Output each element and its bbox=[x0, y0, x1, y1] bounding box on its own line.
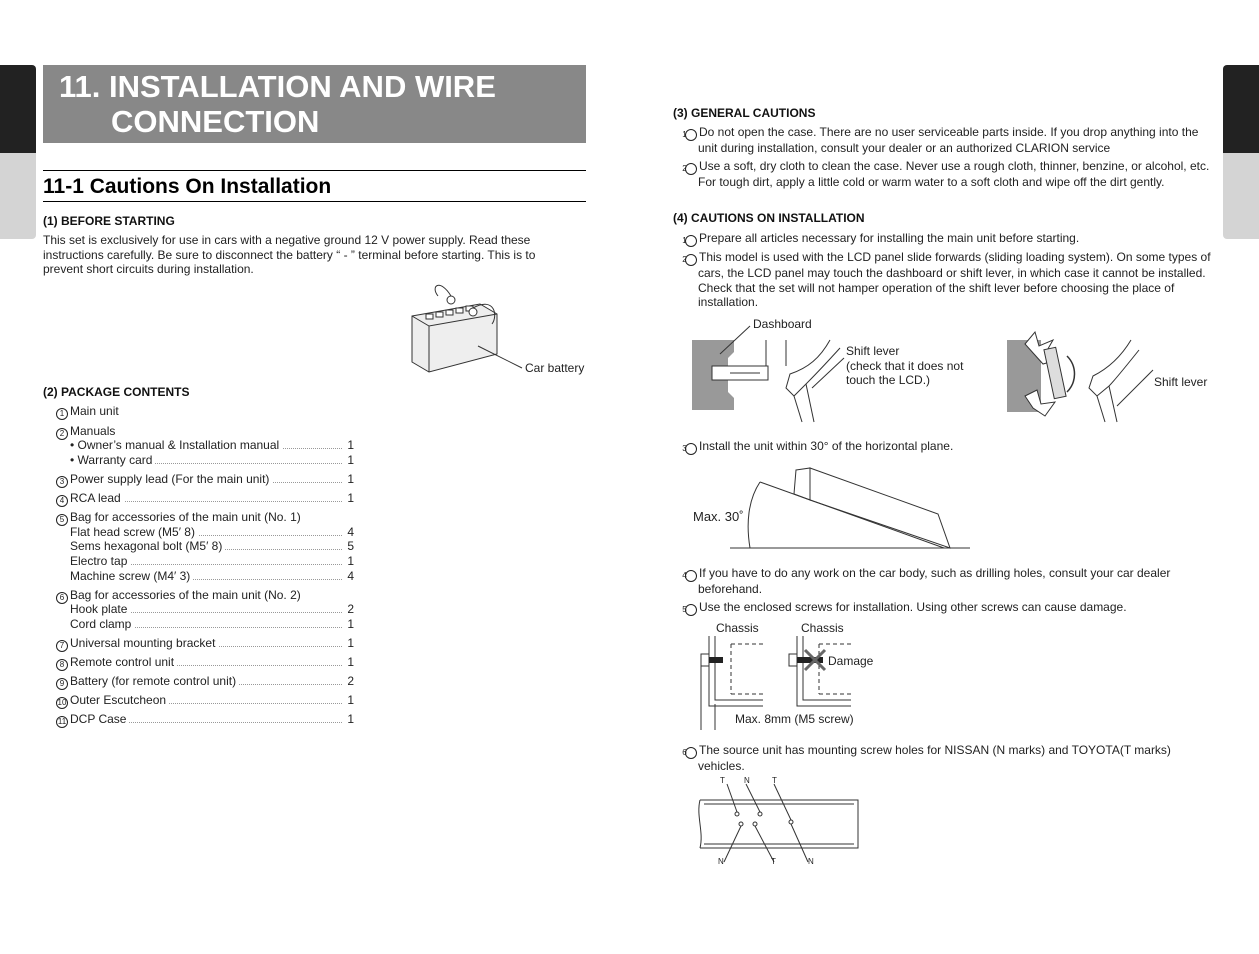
item-label: Manuals bbox=[70, 424, 116, 438]
item-label: DCP Case bbox=[70, 712, 127, 726]
item-count: 4 bbox=[347, 525, 354, 539]
item-count: 2 bbox=[347, 602, 354, 616]
package-item bbox=[56, 674, 354, 689]
item-label: Remote control unit bbox=[70, 655, 175, 669]
item-number: 3 bbox=[56, 476, 68, 488]
side-tab-light-right bbox=[1223, 153, 1259, 239]
item-label: Cord clamp bbox=[70, 617, 132, 631]
damage-label: Damage bbox=[828, 654, 874, 668]
install-caution-2: 2 This model is used with the LCD panel slide forwards (sliding loading system). On some types of cars, the LCD panel may touch the dashboard or shift lever, in which case it cannot be installed. Check that the set will not hamper operation of the shift lever before choosing the place of installation. bbox=[682, 250, 1211, 309]
max-8mm-label: Max. 8mm (M5 screw) bbox=[735, 712, 854, 726]
install-caution-5: 5 Use the enclosed screws for installation. Using other screws can cause damage. bbox=[682, 600, 1127, 614]
package-item bbox=[56, 617, 354, 632]
item-count: 1 bbox=[347, 617, 354, 631]
chapter-title-line1: 11. INSTALLATION AND WIRE bbox=[59, 69, 496, 104]
side-tab-light-left bbox=[0, 153, 36, 239]
lcd-collision-figure bbox=[1005, 326, 1155, 426]
item-label: • Owner’s manual & Installation manual bbox=[70, 438, 280, 452]
package-item bbox=[56, 588, 354, 603]
section-title: 11-1 Cautions On Installation bbox=[43, 170, 586, 202]
install-caution-1: 1 Prepare all articles necessary for installing the main unit before starting. bbox=[682, 231, 1080, 245]
t-mark-3: T bbox=[771, 857, 776, 866]
package-item bbox=[56, 525, 354, 540]
item-label: Battery (for remote control unit) bbox=[70, 674, 237, 688]
item-label: Machine screw (M4′ 3) bbox=[70, 569, 191, 583]
item-count: 1 bbox=[347, 693, 354, 707]
item-count: 1 bbox=[347, 453, 354, 467]
item-count: 5 bbox=[347, 539, 354, 553]
package-item bbox=[56, 602, 354, 617]
screw-holes-figure bbox=[694, 776, 864, 870]
before-starting-text: This set is exclusively for use in cars with a negative ground 12 V power supply. Read these instructions carefully. Be sure to disconnect the battery “ - ” terminal before starting. This is to prevent short circuits during installation. bbox=[43, 233, 536, 276]
car-battery-figure bbox=[400, 276, 535, 386]
item-label: Outer Escutcheon bbox=[70, 693, 167, 707]
package-item bbox=[56, 693, 354, 708]
n-mark-2: N bbox=[718, 857, 724, 866]
package-item bbox=[56, 554, 354, 569]
item-label: RCA lead bbox=[70, 491, 121, 505]
general-cautions-heading: (3) GENERAL CAUTIONS bbox=[673, 106, 816, 120]
dashboard-label: Dashboard bbox=[753, 317, 812, 331]
item-label: Power supply lead (For the main unit) bbox=[70, 472, 270, 486]
install-cautions-heading: (4) CAUTIONS ON INSTALLATION bbox=[673, 211, 865, 225]
package-item bbox=[56, 655, 354, 670]
general-caution-1: 1 Do not open the case. There are no user serviceable parts inside. If you drop anything into the unit during installation, consult your dealer or an authorized CLARION service bbox=[682, 125, 1199, 155]
item-number: 10 bbox=[57, 698, 67, 707]
item-label: Universal mounting bracket bbox=[70, 636, 216, 650]
shift-lever-ok-label: Shift lever bbox=[846, 344, 900, 358]
install-caution-4: 4 If you have to do any work on the car body, such as drilling holes, consult your car dealer beforehand. bbox=[682, 566, 1171, 596]
item-label: Flat head screw (M5′ 8) bbox=[70, 525, 195, 539]
item-count: 1 bbox=[347, 712, 354, 726]
item-number: 2 bbox=[56, 428, 68, 440]
item-number: 7 bbox=[56, 640, 68, 652]
chapter-title-line2: CONNECTION bbox=[111, 104, 320, 139]
item-number: 6 bbox=[56, 592, 68, 604]
package-item bbox=[56, 636, 354, 651]
chassis-label-right: Chassis bbox=[801, 621, 844, 635]
item-number: 4 bbox=[56, 495, 68, 507]
item-number: 8 bbox=[56, 659, 68, 671]
side-tab-dark-left bbox=[0, 65, 36, 153]
t-mark-1: T bbox=[720, 776, 725, 785]
shift-lever-label: Shift lever bbox=[1154, 375, 1208, 389]
item-label: Main unit bbox=[70, 404, 119, 418]
item-label: Electro tap bbox=[70, 554, 128, 568]
before-starting-heading: (1) BEFORE STARTING bbox=[43, 214, 175, 228]
package-heading: (2) PACKAGE CONTENTS bbox=[43, 385, 190, 399]
item-count: 1 bbox=[347, 554, 354, 568]
package-item bbox=[56, 453, 354, 468]
n-mark-1: N bbox=[744, 776, 750, 785]
install-caution-6: 6 The source unit has mounting screw holes for NISSAN (N marks) and TOYOTA(T marks) vehicles. bbox=[682, 743, 1171, 773]
item-count: 4 bbox=[347, 569, 354, 583]
t-mark-2: T bbox=[772, 776, 777, 785]
item-number: 11 bbox=[57, 717, 67, 726]
n-mark-3: N bbox=[808, 857, 814, 866]
item-number: 1 bbox=[56, 408, 68, 420]
car-battery-label: Car battery bbox=[525, 361, 585, 375]
package-item bbox=[56, 438, 354, 453]
item-label: • Warranty card bbox=[70, 453, 153, 467]
general-caution-2: 2 Use a soft, dry cloth to clean the case. Never use a rough cloth, thinner, benzine, or alcohol, etc. For tough dirt, apply a little cold or warm water to a soft cloth and wipe off the dirt gently. bbox=[682, 159, 1210, 189]
package-item bbox=[56, 510, 354, 525]
item-number: 5 bbox=[56, 514, 68, 526]
package-item bbox=[56, 539, 354, 554]
package-item bbox=[56, 424, 354, 439]
shift-note-line1: (check that it does not bbox=[846, 359, 964, 373]
package-item bbox=[56, 404, 354, 419]
item-count: 1 bbox=[347, 655, 354, 669]
side-tab-dark-right bbox=[1223, 65, 1259, 153]
item-number: 9 bbox=[56, 678, 68, 690]
item-count: 1 bbox=[347, 636, 354, 650]
package-item bbox=[56, 569, 354, 584]
angle-figure bbox=[688, 460, 978, 554]
chapter-title bbox=[43, 65, 586, 143]
package-item bbox=[56, 712, 354, 727]
chassis-label-left: Chassis bbox=[716, 621, 759, 635]
package-item bbox=[56, 491, 354, 506]
max-30-label: Max. 30˚ bbox=[693, 509, 744, 524]
install-caution-3: 3 Install the unit within 30° of the horizontal plane. bbox=[682, 439, 954, 453]
item-label: Bag for accessories of the main unit (No. 1) bbox=[70, 510, 301, 524]
shift-note-line2: touch the LCD.) bbox=[846, 373, 931, 387]
package-item bbox=[56, 472, 354, 487]
item-count: 2 bbox=[347, 674, 354, 688]
item-count: 1 bbox=[347, 491, 354, 505]
item-count: 1 bbox=[347, 438, 354, 452]
item-label: Bag for accessories of the main unit (No. 2) bbox=[70, 588, 301, 602]
item-count: 1 bbox=[347, 472, 354, 486]
item-label: Sems hexagonal bolt (M5′ 8) bbox=[70, 539, 223, 553]
item-label: Hook plate bbox=[70, 602, 128, 616]
